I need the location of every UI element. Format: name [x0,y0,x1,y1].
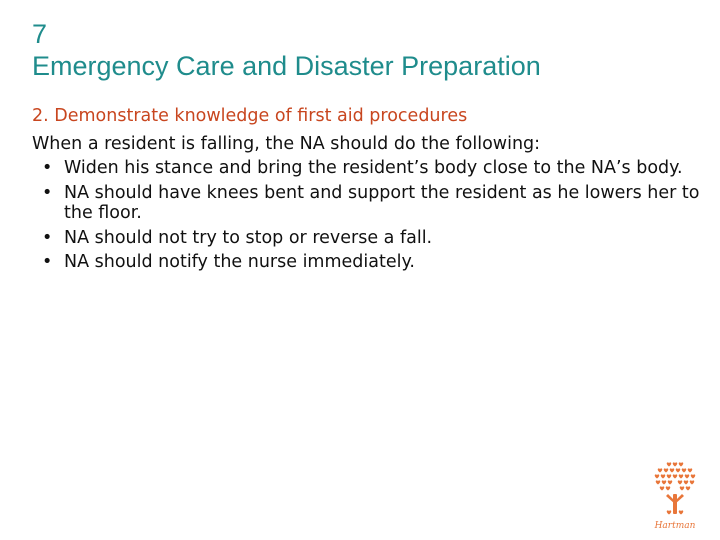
logo-heart-icon [673,474,678,478]
logo-heart-icon [676,468,681,472]
logo-heart-icon [691,474,696,478]
chapter-title: Emergency Care and Disaster Preparation [32,51,541,81]
logo-heart-icon [661,474,666,478]
logo-heart-icon [690,480,695,484]
subheading: 2. Demonstrate knowledge of first aid procedures [32,106,468,126]
slide-title [32,18,541,82]
logo-heart-icon [680,486,685,490]
logo-heart-icon [660,486,665,490]
list-item: • Widen his stance and bring the resident’s body close to the NA’s body. [32,158,702,179]
slide-content [32,106,702,277]
logo-heart-icon [664,468,669,472]
logo-heart-icon [684,480,689,484]
list-item: • NA should notify the nurse immediately. [32,252,702,273]
logo-heart-icon [679,474,684,478]
logo-heart-icon [656,480,661,484]
logo-heart-icon [685,474,690,478]
bullet-list [32,158,702,273]
logo-heart-icon [679,462,684,466]
logo-heart-icon [667,462,672,466]
logo-heart-icon [666,486,671,490]
heart-tree-icon [655,462,696,514]
chapter-number: 7 [32,19,48,49]
logo-heart-icon [678,480,683,484]
logo-heart-icon [662,480,667,484]
list-item: • NA should not try to stop or reverse a fall. [32,228,702,249]
logo-heart-icon [655,474,660,478]
logo-heart-icon [670,468,675,472]
logo-heart-icon [688,468,693,472]
logo-heart-icon [658,468,663,472]
logo-heart-icon [673,462,678,466]
logo-heart-icon [668,480,673,484]
hartman-logo [640,458,710,534]
logo-heart-icon [686,486,691,490]
logo-heart-icon [679,510,684,514]
logo-heart-icon [682,468,687,472]
logo-text: Hartman [654,521,696,531]
intro-text: When a resident is falling, the NA should do the following: [32,133,541,154]
logo-heart-icon [667,510,672,514]
list-item: • NA should have knees bent and support the resident as he lowers her to the floor. [32,183,702,224]
logo-heart-icon [667,474,672,478]
